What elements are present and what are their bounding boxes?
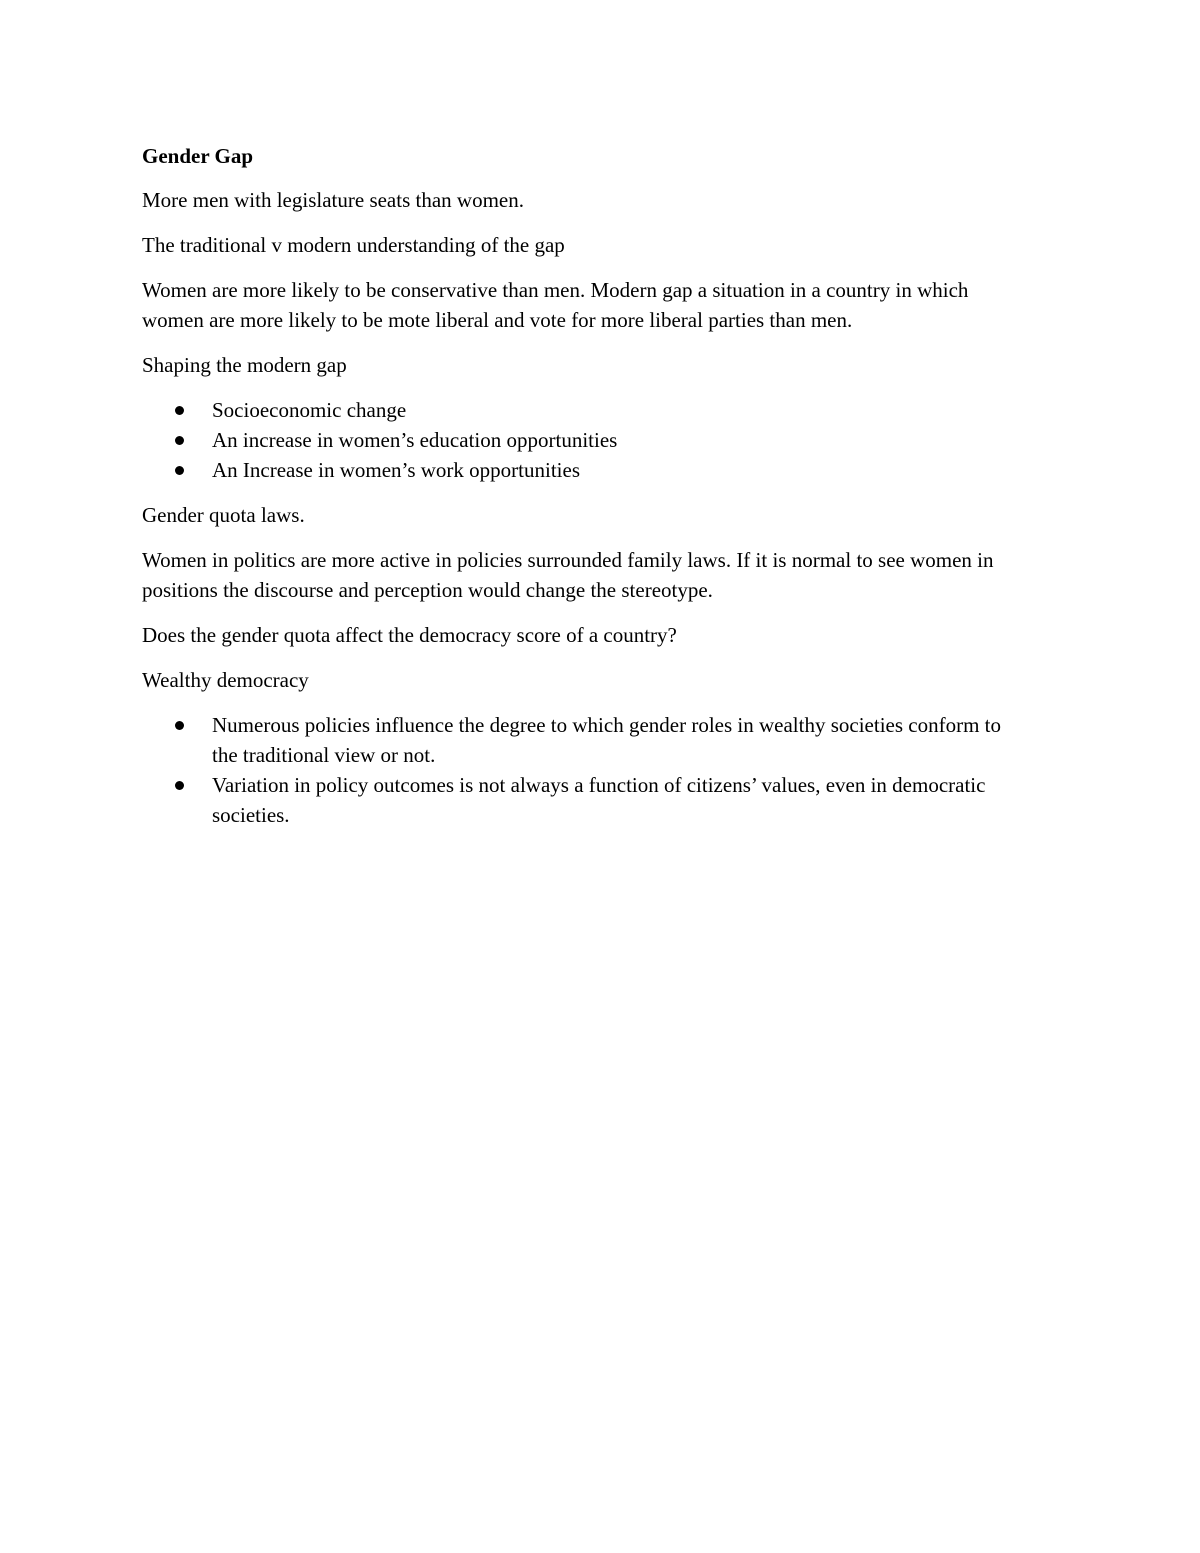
paragraph: Wealthy democracy (142, 668, 309, 692)
bullet-list-wealthy-democracy (142, 710, 1022, 830)
paragraph: Women in politics are more active in policies surrounded family laws. If it is normal to see women in positions the discourse and perception would change the stereotype. (142, 548, 994, 602)
document-body (142, 141, 1022, 845)
paragraph: More men with legislature seats than women. (142, 188, 524, 212)
list-item-text: An increase in women’s education opportunities (212, 428, 618, 452)
list-item-text: Variation in policy outcomes is not always a function of citizens’ values, even in democratic societies. (212, 773, 986, 827)
list-item (142, 770, 1022, 830)
list-item-text: Numerous policies influence the degree to which gender roles in wealthy societies conform to the traditional view or not. (212, 713, 1001, 767)
bullet-icon (175, 466, 184, 475)
list-item-text: Socioeconomic change (212, 398, 407, 422)
paragraph: Does the gender quota affect the democracy score of a country? (142, 623, 677, 647)
document-title: Gender Gap (142, 144, 254, 168)
paragraph: The traditional v modern understanding of the gap (142, 233, 565, 257)
list-item-text: An Increase in women’s work opportunities (212, 458, 581, 482)
paragraph: Gender quota laws. (142, 503, 305, 527)
bullet-icon (175, 781, 184, 790)
bullet-icon (175, 721, 184, 730)
list-item (142, 455, 1022, 485)
paragraph: Women are more likely to be conservative than men. Modern gap a situation in a country in which women are more likely to be mote liberal and vote for more liberal parties than men. (142, 278, 969, 332)
bullet-list-shaping-gap (142, 395, 1022, 485)
list-item (142, 425, 1022, 455)
bullet-icon (175, 436, 184, 445)
list-item (142, 395, 1022, 425)
list-item (142, 710, 1022, 770)
paragraph: Shaping the modern gap (142, 353, 347, 377)
bullet-icon (175, 406, 184, 415)
